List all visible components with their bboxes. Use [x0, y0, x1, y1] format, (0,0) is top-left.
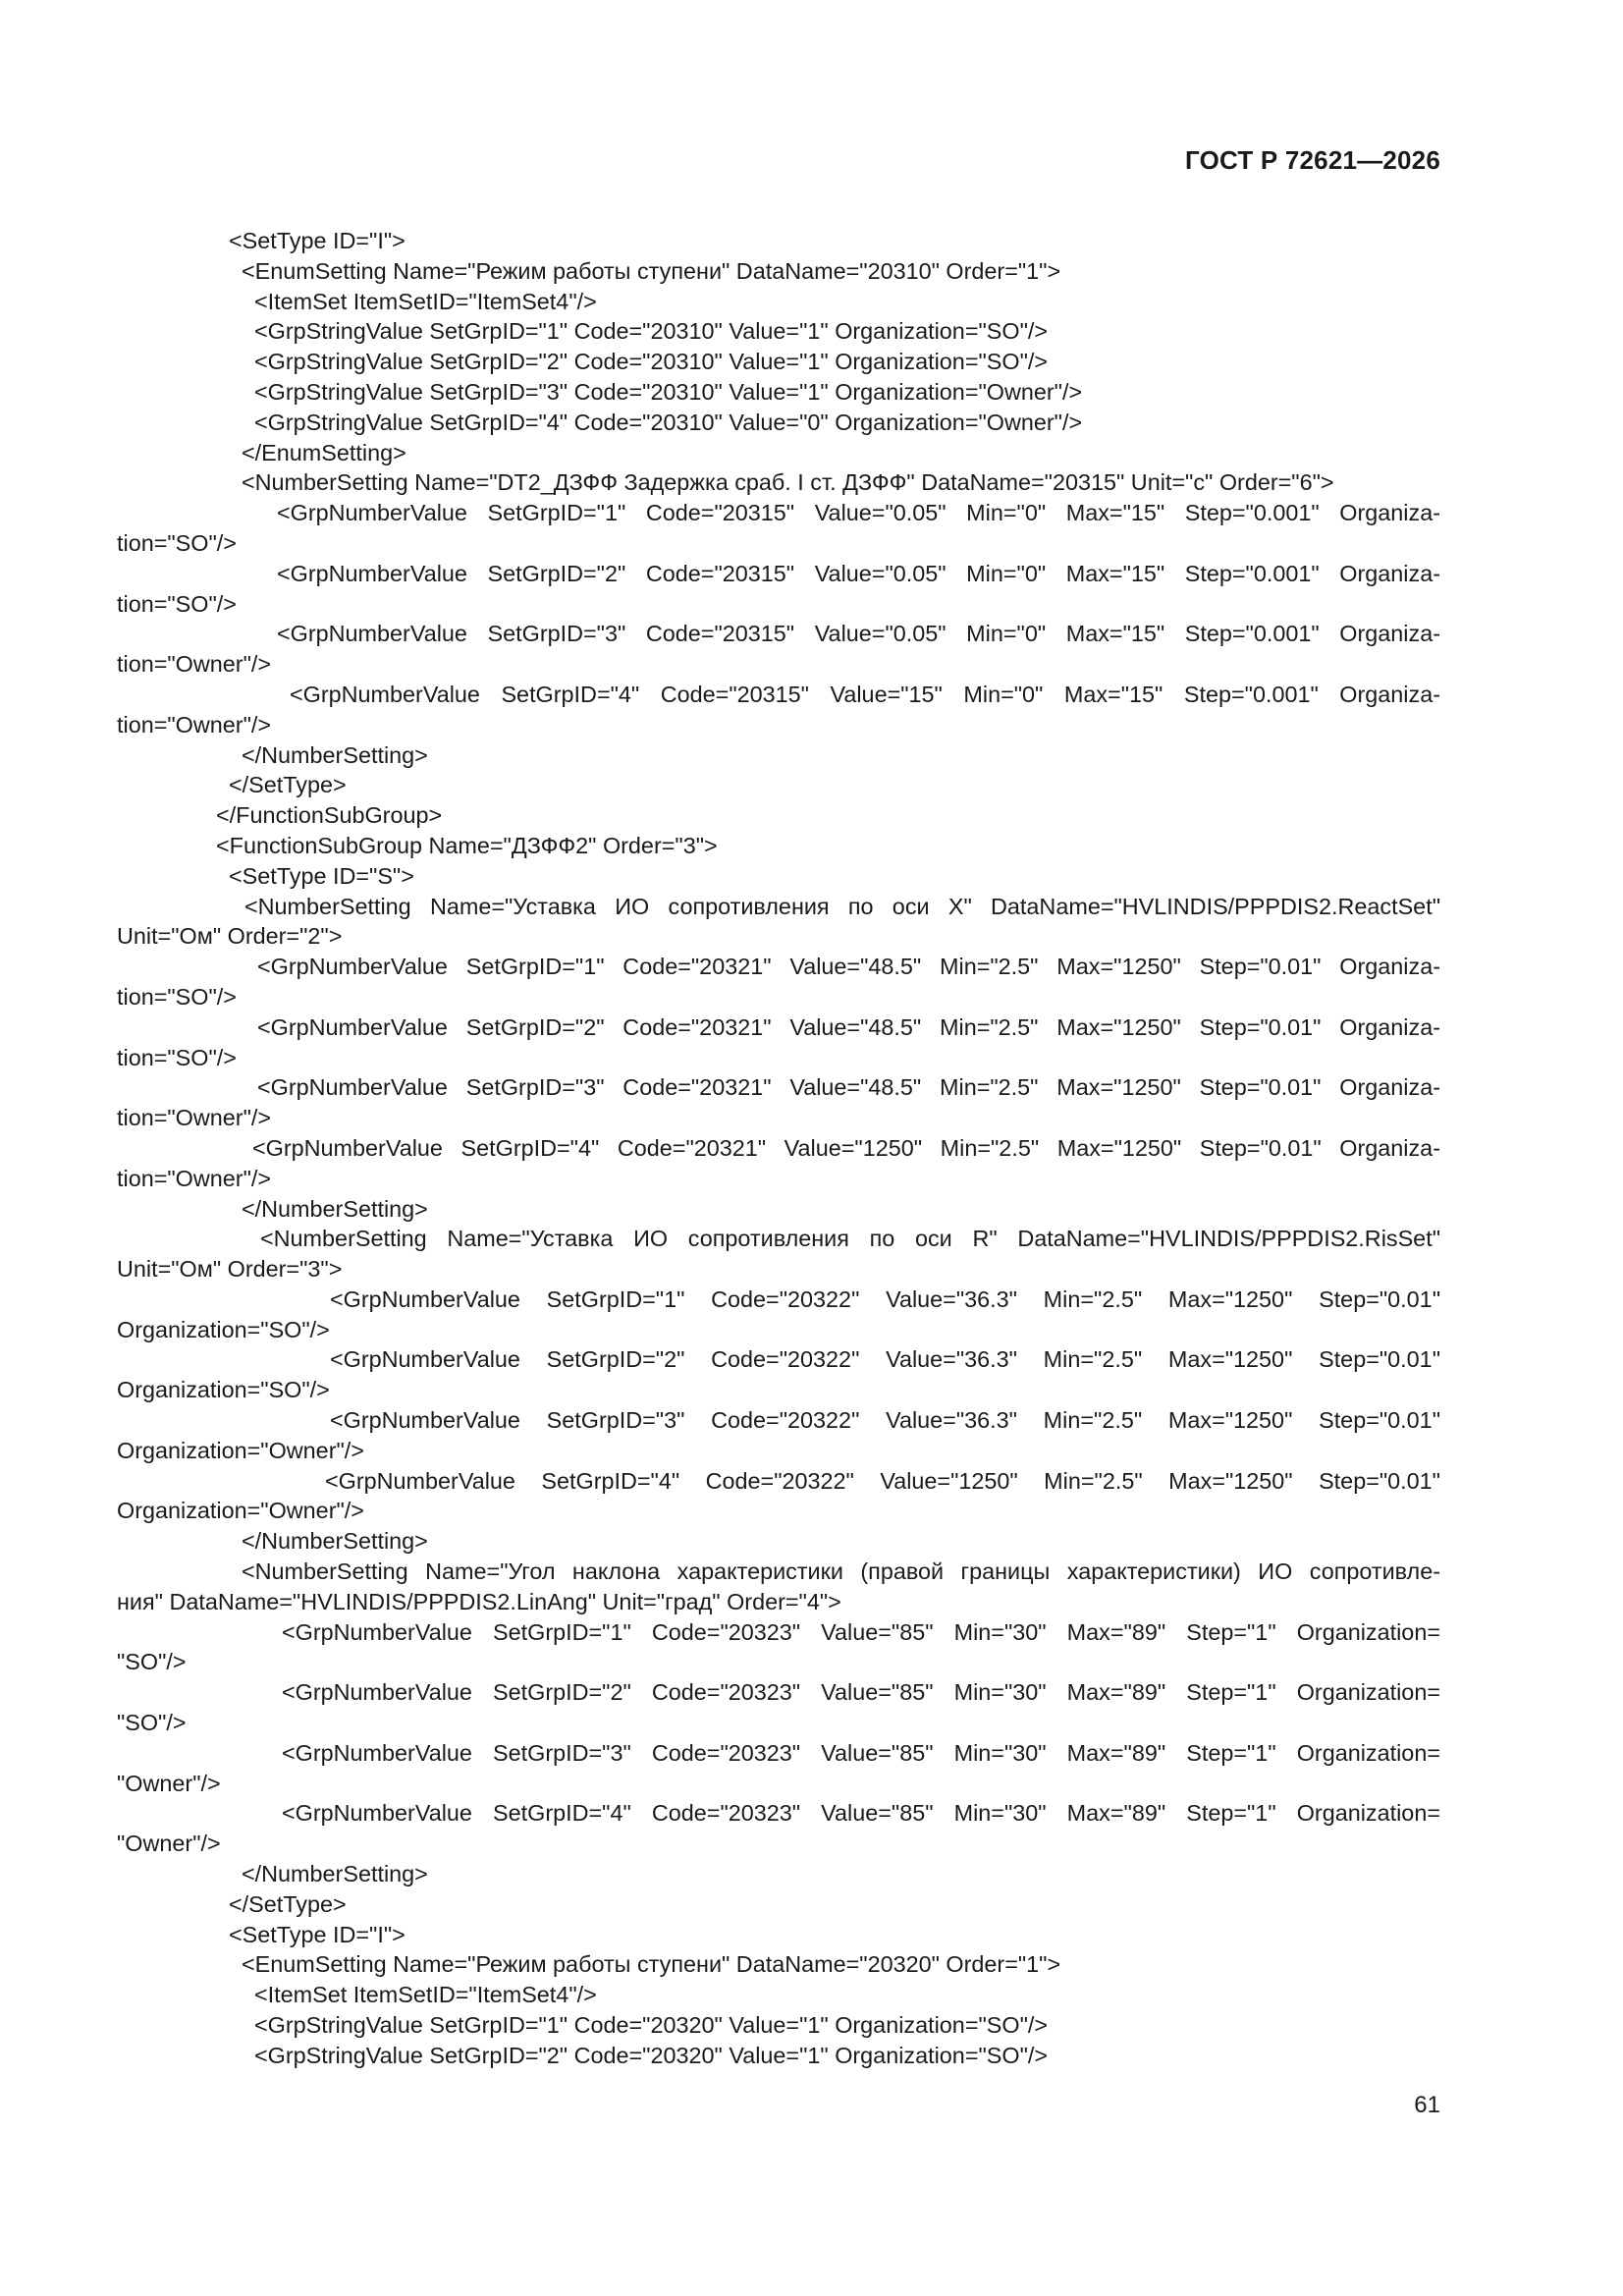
- code-line: <GrpNumberValue SetGrpID="1" Code="20321" Value="48.5" Min="2.5" Max="1250" Step="0.01" Organiza-: [257, 954, 1440, 980]
- wrapped-code-line: [117, 1405, 1440, 1466]
- code-line: </NumberSetting>: [242, 1195, 428, 1222]
- wrapped-code-line: [117, 498, 1440, 559]
- code-line: <GrpStringValue SetGrpID="1" Code="20320" Value="1" Organization="SO"/>: [254, 2012, 1049, 2039]
- code-line: <GrpNumberValue SetGrpID="4" Code="20323" Value="85" Min="30" Max="89" Step="1" Organization=: [282, 1800, 1440, 1827]
- code-line-continuation: Organization="SO"/>: [117, 1316, 330, 1342]
- code-line-continuation: tion="Owner"/>: [117, 711, 272, 738]
- code-line-continuation: tion="SO"/>: [117, 529, 237, 556]
- wrapped-code-line: [117, 1285, 1440, 1345]
- code-line: <NumberSetting Name="DT2_ДЗФФ Задержка сраб. I ст. ДЗФФ" DataName="20315" Unit="с" Order="6">: [242, 469, 1334, 496]
- code-line: <GrpNumberValue SetGrpID="4" Code="20315" Value="15" Min="0" Max="15" Step="0.001" Organiza-: [290, 681, 1440, 707]
- code-line: <ItemSet ItemSetID="ItemSet4"/>: [254, 1982, 597, 2008]
- code-line: </SetType>: [229, 772, 347, 798]
- code-line-continuation: Organization="Owner"/>: [117, 1437, 364, 1463]
- code-line: <SetType ID="I">: [229, 228, 406, 253]
- code-line: <GrpStringValue SetGrpID="1" Code="20310" Value="1" Organization="SO"/>: [254, 318, 1049, 345]
- code-line-continuation: tion="Owner"/>: [117, 651, 272, 678]
- wrapped-code-line: [117, 1072, 1440, 1133]
- wrapped-code-line: [117, 1133, 1440, 1194]
- wrapped-code-line: [117, 1557, 1440, 1617]
- code-line-continuation: tion="Owner"/>: [117, 1165, 272, 1191]
- wrapped-code-line: [117, 1798, 1440, 1859]
- code-line: <GrpNumberValue SetGrpID="3" Code="20315" Value="0.05" Min="0" Max="15" Step="0.001" Organiza-: [277, 621, 1440, 647]
- code-line-continuation: tion="Owner"/>: [117, 1105, 272, 1131]
- code-line: <GrpNumberValue SetGrpID="1" Code="20323" Value="85" Min="30" Max="89" Step="1" Organization=: [282, 1618, 1440, 1645]
- wrapped-code-line: [117, 1617, 1440, 1678]
- code-line: <GrpStringValue SetGrpID="2" Code="20320" Value="1" Organization="SO"/>: [254, 2042, 1049, 2068]
- code-line: </EnumSetting>: [242, 439, 406, 465]
- code-line-continuation: "Owner"/>: [117, 1831, 221, 1857]
- wrapped-code-line: [117, 1224, 1440, 1285]
- code-line: </FunctionSubGroup>: [216, 802, 443, 829]
- wrapped-code-line: [117, 892, 1440, 953]
- code-line: </SetType>: [229, 1890, 347, 1917]
- code-line: <EnumSetting Name="Режим работы ступени" DataName="20310" Order="1">: [242, 257, 1061, 284]
- code-line: </NumberSetting>: [242, 741, 428, 768]
- code-line: <NumberSetting Name="Угол наклона характеристики (правой границы характеристики) ИО сопротивле-: [242, 1558, 1440, 1585]
- code-line: <GrpNumberValue SetGrpID="3" Code="20321" Value="48.5" Min="2.5" Max="1250" Step="0.01" Organiza-: [257, 1074, 1440, 1101]
- code-line: <GrpNumberValue SetGrpID="2" Code="20321" Value="48.5" Min="2.5" Max="1250" Step="0.01" Organiza-: [257, 1013, 1440, 1040]
- wrapped-code-line: [117, 1012, 1440, 1073]
- wrapped-code-line: [117, 1344, 1440, 1405]
- wrapped-code-line: [117, 680, 1440, 740]
- code-line: <GrpStringValue SetGrpID="4" Code="20310" Value="0" Organization="Owner"/>: [254, 409, 1083, 435]
- code-line: <ItemSet ItemSetID="ItemSet4"/>: [254, 288, 597, 314]
- code-line-continuation: tion="SO"/>: [117, 590, 237, 617]
- code-line: <GrpNumberValue SetGrpID="3" Code="20323" Value="85" Min="30" Max="89" Step="1" Organization=: [282, 1739, 1440, 1766]
- code-line: <NumberSetting Name="Уставка ИО сопротивления по оси R" DataName="HVLINDIS/PPPDIS2.RisSet": [260, 1226, 1440, 1252]
- code-line: </NumberSetting>: [242, 1528, 428, 1555]
- code-line: <SetType ID="S">: [229, 862, 414, 889]
- wrapped-code-line: [117, 559, 1440, 620]
- code-line-continuation: tion="SO"/>: [117, 983, 237, 1010]
- code-line: <GrpNumberValue SetGrpID="2" Code="20323" Value="85" Min="30" Max="89" Step="1" Organization=: [282, 1679, 1440, 1706]
- code-line-continuation: Organization="Owner"/>: [117, 1498, 364, 1524]
- code-line-continuation: "Owner"/>: [117, 1770, 221, 1796]
- code-line-continuation: Unit="Ом" Order="3">: [117, 1256, 343, 1283]
- code-line: <GrpNumberValue SetGrpID="1" Code="20315" Value="0.05" Min="0" Max="15" Step="0.001" Organiza-: [277, 500, 1440, 526]
- code-line: <FunctionSubGroup Name="ДЗФФ2" Order="3">: [216, 832, 718, 858]
- code-line-continuation: ния" DataName="HVLINDIS/PPPDIS2.LinAng" Unit="град" Order="4">: [117, 1588, 841, 1614]
- code-line: <GrpNumberValue SetGrpID="2" Code="20322" Value="36.3" Min="2.5" Max="1250" Step="0.01": [330, 1346, 1440, 1373]
- code-line-continuation: Unit="Ом" Order="2">: [117, 923, 343, 950]
- code-line: </NumberSetting>: [242, 1861, 428, 1887]
- page-number: 61: [1414, 2092, 1440, 2118]
- code-line: <GrpNumberValue SetGrpID="1" Code="20322" Value="36.3" Min="2.5" Max="1250" Step="0.01": [330, 1285, 1440, 1312]
- code-line: <SetType ID="I">: [229, 1921, 406, 1947]
- code-line-continuation: tion="SO"/>: [117, 1044, 237, 1070]
- xml-listing: [117, 226, 1440, 2071]
- code-line-continuation: "SO"/>: [117, 1710, 187, 1736]
- wrapped-code-line: [117, 1466, 1440, 1527]
- wrapped-code-line: [117, 1677, 1440, 1738]
- code-line: <GrpStringValue SetGrpID="2" Code="20310" Value="1" Organization="SO"/>: [254, 349, 1049, 375]
- wrapped-code-line: [117, 619, 1440, 680]
- code-line: <GrpNumberValue SetGrpID="4" Code="20322" Value="1250" Min="2.5" Max="1250" Step="0.01": [325, 1467, 1440, 1494]
- wrapped-code-line: [117, 1738, 1440, 1799]
- code-line: <GrpStringValue SetGrpID="3" Code="20310" Value="1" Organization="Owner"/>: [254, 378, 1083, 405]
- code-line-continuation: Organization="SO"/>: [117, 1377, 330, 1403]
- code-line: <NumberSetting Name="Уставка ИО сопротивления по оси X" DataName="HVLINDIS/PPPDIS2.ReactSet": [244, 893, 1440, 919]
- code-line: <EnumSetting Name="Режим работы ступени" DataName="20320" Order="1">: [242, 1951, 1061, 1978]
- code-line-continuation: "SO"/>: [117, 1649, 187, 1675]
- wrapped-code-line: [117, 952, 1440, 1012]
- code-line: <GrpNumberValue SetGrpID="4" Code="20321" Value="1250" Min="2.5" Max="1250" Step="0.01" Organiza-: [252, 1134, 1440, 1161]
- code-line: <GrpNumberValue SetGrpID="3" Code="20322" Value="36.3" Min="2.5" Max="1250" Step="0.01": [330, 1407, 1440, 1434]
- document-header: ГОСТ Р 72621—2026: [1185, 145, 1440, 175]
- code-line: <GrpNumberValue SetGrpID="2" Code="20315" Value="0.05" Min="0" Max="15" Step="0.001" Organiza-: [277, 560, 1440, 586]
